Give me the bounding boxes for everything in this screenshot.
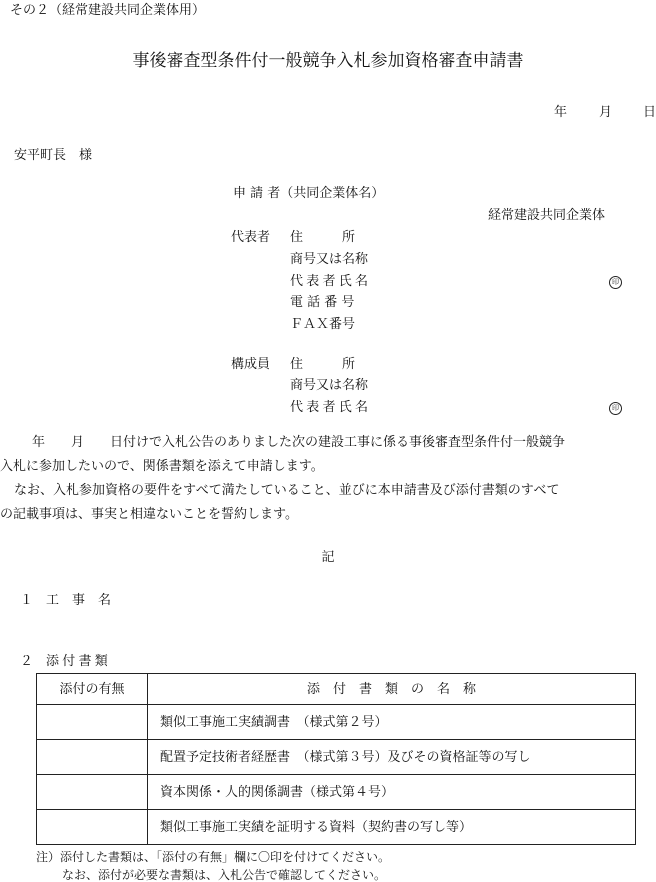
- item2-number: ２: [20, 654, 34, 669]
- representative-company-label: 商号又は名称: [290, 252, 369, 267]
- representative-person-label: 代表者氏名: [290, 274, 372, 289]
- date-year-label: 年: [554, 105, 568, 120]
- representative-phone-label: 電 話 番 号: [290, 295, 355, 310]
- item1-label: 工 事 名: [46, 593, 112, 608]
- member-address-label: 住 所: [290, 357, 356, 372]
- member-seal-icon: [609, 400, 622, 415]
- member-role: 構成員: [231, 357, 271, 372]
- header-attached: 添付の有無: [37, 674, 148, 705]
- seal-mark: 印: [609, 402, 622, 415]
- form-number: その２（経常建設共同企業体用）: [10, 3, 206, 18]
- body-paragraph-1-line-1: 年 月 日付けで入札公告のありました次の建設工事に係る事後審査型条件付一般競争: [32, 435, 566, 450]
- table-header-row: [37, 674, 636, 705]
- table-row: [37, 705, 636, 740]
- attached-check-cell[interactable]: [37, 810, 148, 845]
- representative-seal-icon: [609, 274, 622, 289]
- table-row: [37, 810, 636, 845]
- date-day-label: 日: [643, 105, 656, 120]
- table-row: [37, 740, 636, 775]
- note-line-1: 注）添付した書類は、「添付の有無」欄に〇印を付けてください。: [36, 850, 391, 864]
- item2-label: 添付書類: [46, 654, 112, 669]
- document-title: 事後審査型条件付一般競争入札参加資格審査申請書: [132, 51, 524, 71]
- body-paragraph-2-line-1: なお、入札参加資格の要件をすべて満たしていること、並びに本申請書及び添付書類のすべて: [14, 483, 560, 498]
- member-person-label: 代表者氏名: [290, 400, 372, 415]
- ki-heading: 記: [321, 550, 335, 565]
- document-name-cell: 配置予定技術者経歴書 （様式第３号）及びその資格証等の写し: [148, 740, 636, 775]
- addressee: 安平町長 様: [14, 148, 93, 163]
- note-line-2: なお、添付が必要な書類は、入札公告で確認してください。: [62, 868, 387, 882]
- member-company-label: 商号又は名称: [290, 378, 369, 393]
- body-paragraph-1-line-2: 入札に参加したいので、関係書類を添えて申請します。: [0, 459, 324, 474]
- document-name-cell: 資本関係・人的関係調書（様式第４号）: [148, 775, 636, 810]
- attached-check-cell[interactable]: [37, 775, 148, 810]
- header-document-name: 添 付 書 類 の 名 称: [148, 674, 636, 705]
- document-name-cell: 類似工事施工実績調書 （様式第２号）: [148, 705, 636, 740]
- attached-check-cell[interactable]: [37, 740, 148, 775]
- date-month-label: 月: [599, 105, 613, 120]
- representative-fax-label: ＦＡＸ番号: [290, 317, 356, 332]
- item1-number: １: [20, 593, 34, 608]
- jv-type: 経常建設共同企業体: [488, 208, 606, 223]
- document-name-cell: 類似工事施工実績を証明する資料（契約書の写し等）: [148, 810, 636, 845]
- seal-mark: 印: [609, 276, 622, 289]
- table-row: [37, 775, 636, 810]
- body-paragraph-2-line-2: の記載事項は、事実と相違ないことを誓約します。: [0, 507, 298, 522]
- applicant-heading: 申 請 者（共同企業体名）: [233, 186, 385, 201]
- representative-role: 代表者: [231, 230, 271, 245]
- attachments-table: [36, 673, 636, 845]
- representative-address-label: 住 所: [290, 230, 356, 245]
- attached-check-cell[interactable]: [37, 705, 148, 740]
